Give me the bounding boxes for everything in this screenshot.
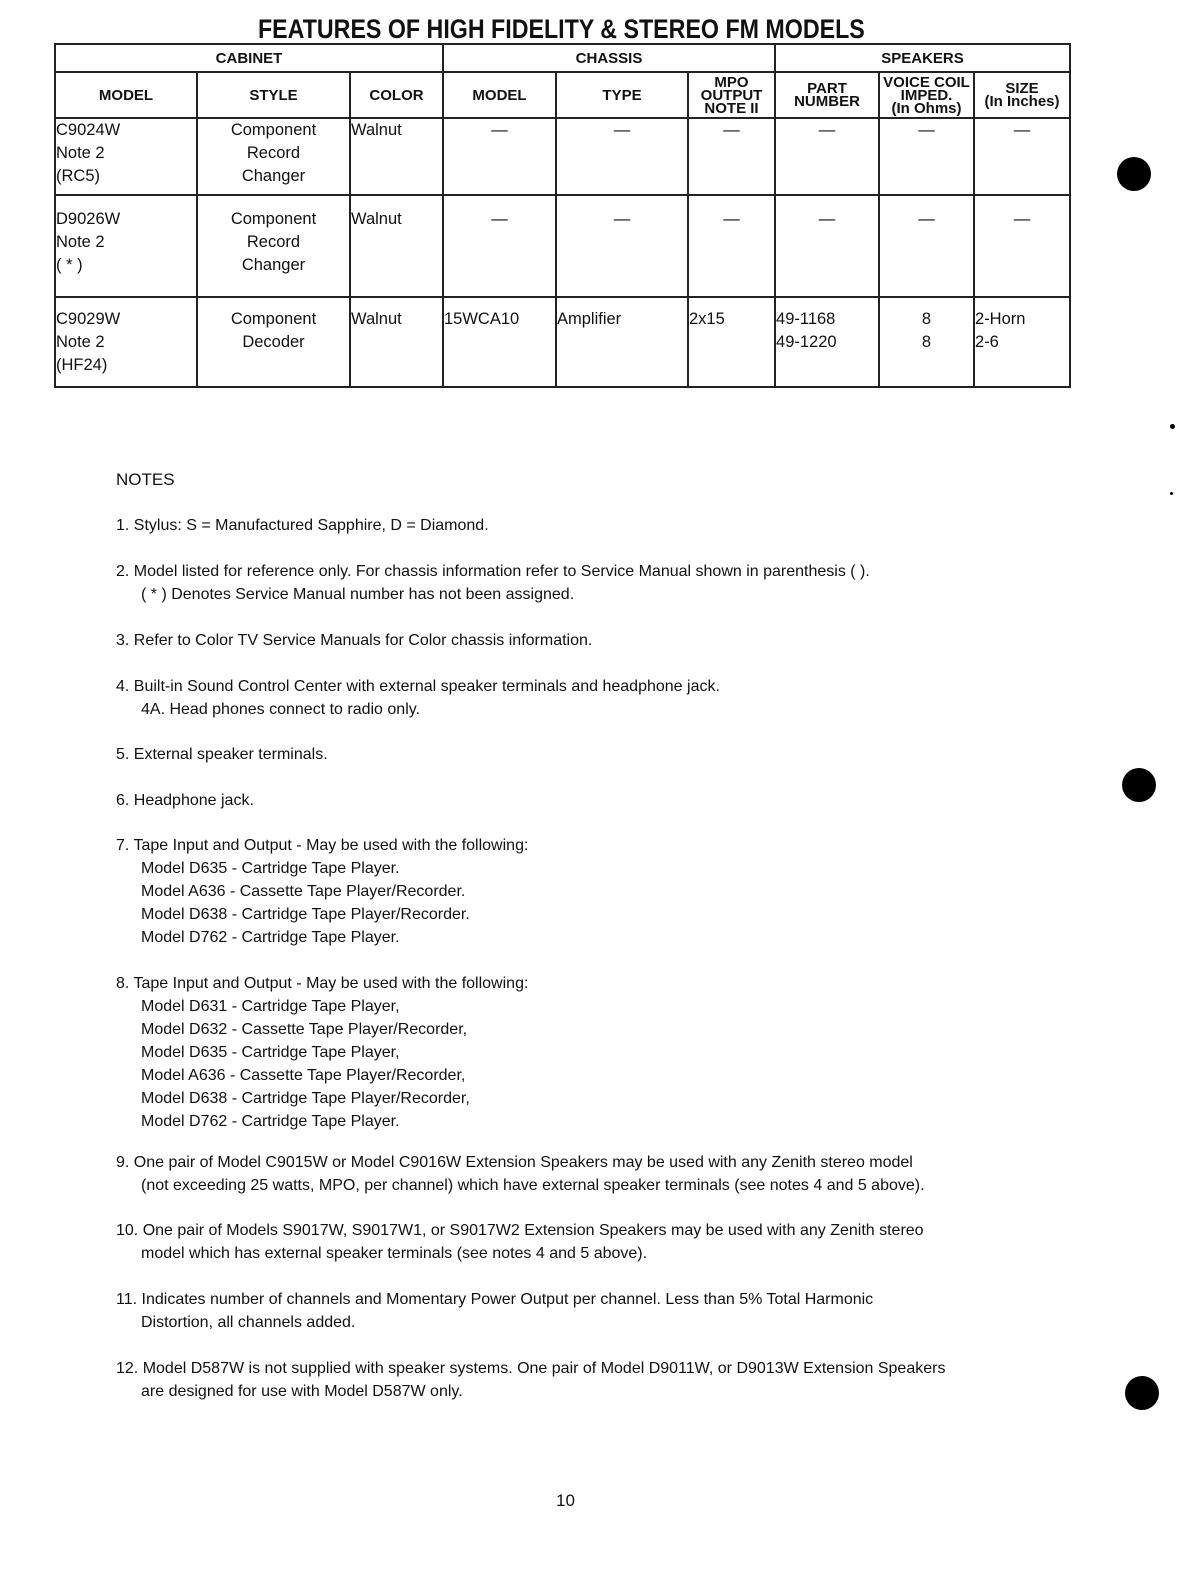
page-title: FEATURES OF HIGH FIDELITY & STEREO FM MODELS bbox=[258, 14, 865, 44]
note-text: ( * ) Denotes Service Manual number has not been assigned. bbox=[141, 586, 575, 603]
header-model: MODEL bbox=[55, 72, 197, 118]
note-number: 8. bbox=[116, 975, 130, 992]
header-size-line: (In Inches) bbox=[984, 93, 1060, 110]
note-item bbox=[116, 1357, 1016, 1403]
header-voice-line: VOICE COIL bbox=[883, 73, 970, 91]
cell-style bbox=[197, 297, 350, 387]
note-item bbox=[116, 1219, 1016, 1265]
model-line: C9029W bbox=[56, 310, 121, 328]
note-text: Distortion, all channels added. bbox=[141, 1314, 356, 1331]
header-mpo-line: NOTE II bbox=[704, 99, 759, 117]
note-text: Tape Input and Output - May be used with the following: bbox=[133, 837, 529, 854]
note-text: Model D638 - Cartridge Tape Player/Recorder. bbox=[141, 906, 470, 923]
cell-mpo: 2x15 bbox=[688, 297, 775, 387]
note-text: One pair of Model C9015W or Model C9016W Extension Speakers may be used with any Zenith stereo model bbox=[133, 1154, 913, 1171]
group-header-cabinet: CABINET bbox=[55, 44, 443, 72]
note-item bbox=[116, 743, 1016, 766]
style-line: Changer bbox=[241, 256, 306, 274]
note-item bbox=[116, 972, 1016, 1133]
header-style: STYLE bbox=[197, 72, 350, 118]
cell-model bbox=[55, 195, 197, 297]
style-line: Decoder bbox=[242, 333, 305, 351]
model-line: C9024W bbox=[56, 121, 121, 139]
part-line: 49-1168 bbox=[776, 310, 836, 328]
note-number: 5. bbox=[116, 746, 130, 763]
note-text: Stylus: S = Manufactured Sapphire, D = Diamond. bbox=[133, 517, 489, 534]
cell-type: — bbox=[556, 118, 688, 195]
model-line: (RC5) bbox=[56, 167, 100, 185]
model-line: Note 2 bbox=[56, 333, 105, 351]
model-line: Note 2 bbox=[56, 144, 105, 162]
note-item bbox=[116, 675, 1016, 721]
punch-hole-icon bbox=[1122, 768, 1156, 802]
size-line: 2-Horn bbox=[975, 310, 1026, 328]
header-voice-line: IMPED. bbox=[900, 86, 953, 104]
header-mpo-line: MPO bbox=[714, 73, 749, 91]
header-voice-coil bbox=[879, 72, 974, 118]
note-text: Model D762 - Cartridge Tape Player. bbox=[141, 929, 400, 946]
note-text: 4A. Head phones connect to radio only. bbox=[141, 701, 420, 718]
style-line: Component bbox=[230, 210, 317, 228]
cell-voice bbox=[879, 297, 974, 387]
note-text: Refer to Color TV Service Manuals for Color chassis information. bbox=[133, 632, 593, 649]
size-line: 2-6 bbox=[975, 333, 999, 351]
note-number: 7. bbox=[116, 837, 130, 854]
header-part-line: PART bbox=[807, 80, 847, 97]
cell-color: Walnut bbox=[350, 297, 443, 387]
note-text: Model D632 - Cassette Tape Player/Recorder, bbox=[141, 1021, 468, 1038]
cell-model bbox=[55, 297, 197, 387]
note-item bbox=[116, 789, 1016, 812]
page-number: 10 bbox=[556, 1491, 575, 1510]
cell-size: — bbox=[974, 118, 1070, 195]
note-text: Built-in Sound Control Center with external speaker terminals and headphone jack. bbox=[133, 678, 720, 695]
header-mpo-line: OUTPUT bbox=[700, 86, 763, 104]
model-line: (HF24) bbox=[56, 356, 108, 374]
note-text: Tape Input and Output - May be used with the following: bbox=[133, 975, 529, 992]
speck-icon bbox=[1170, 492, 1173, 495]
note-number: 10. bbox=[116, 1222, 139, 1239]
voice-line: 8 bbox=[921, 310, 932, 328]
cell-part: — bbox=[775, 118, 879, 195]
header-part-number bbox=[775, 72, 879, 118]
cell-part bbox=[775, 297, 879, 387]
style-line: Record bbox=[246, 144, 301, 162]
header-type: TYPE bbox=[556, 72, 688, 118]
style-line: Changer bbox=[241, 167, 306, 185]
note-text: model which has external speaker terminals (see notes 4 and 5 above). bbox=[141, 1245, 648, 1262]
note-number: 11. bbox=[116, 1291, 138, 1308]
header-color: COLOR bbox=[350, 72, 443, 118]
note-text: are designed for use with Model D587W only. bbox=[141, 1383, 463, 1400]
punch-hole-icon bbox=[1125, 1376, 1159, 1410]
table-row bbox=[55, 297, 1070, 387]
cell-chassis-model: 15WCA10 bbox=[443, 297, 556, 387]
note-item bbox=[116, 1288, 1016, 1334]
cell-voice: — bbox=[879, 118, 974, 195]
note-text: (not exceeding 25 watts, MPO, per channel) which have external speaker terminals (see notes 4 and 5 above). bbox=[141, 1177, 925, 1194]
note-text: Model A636 - Cassette Tape Player/Recorder, bbox=[141, 1067, 466, 1084]
cell-color: Walnut bbox=[350, 195, 443, 297]
note-text: Model D762 - Cartridge Tape Player. bbox=[141, 1113, 400, 1130]
note-text: Model A636 - Cassette Tape Player/Recorder. bbox=[141, 883, 466, 900]
features-table bbox=[54, 43, 1071, 388]
header-chassis-model: MODEL bbox=[443, 72, 556, 118]
cell-chassis-model: — bbox=[443, 195, 556, 297]
cell-mpo: — bbox=[688, 195, 775, 297]
note-number: 3. bbox=[116, 632, 130, 649]
cell-style bbox=[197, 118, 350, 195]
cell-size: — bbox=[974, 195, 1070, 297]
cell-voice: — bbox=[879, 195, 974, 297]
note-text: Model D638 - Cartridge Tape Player/Recorder, bbox=[141, 1090, 470, 1107]
note-text: Model D635 - Cartridge Tape Player, bbox=[141, 1044, 400, 1061]
cell-style bbox=[197, 195, 350, 297]
table-row bbox=[55, 118, 1070, 195]
note-item bbox=[116, 514, 1016, 537]
model-line: ( * ) bbox=[56, 256, 83, 274]
style-line: Component bbox=[230, 310, 317, 328]
note-number: 9. bbox=[116, 1154, 130, 1171]
note-item bbox=[116, 629, 1016, 652]
note-number: 4. bbox=[116, 678, 130, 695]
header-voice-line: (In Ohms) bbox=[891, 99, 962, 117]
note-number: 6. bbox=[116, 792, 130, 809]
note-text: Model D635 - Cartridge Tape Player. bbox=[141, 860, 400, 877]
style-line: Record bbox=[246, 233, 301, 251]
header-mpo-output bbox=[688, 72, 775, 118]
cell-size bbox=[974, 297, 1070, 387]
cell-mpo: — bbox=[688, 118, 775, 195]
speck-icon bbox=[1170, 424, 1175, 429]
model-line: Note 2 bbox=[56, 233, 105, 251]
model-line: D9026W bbox=[56, 210, 121, 228]
note-text: Model D587W is not supplied with speaker systems. One pair of Model D9011W, or D9013W Extension Speakers bbox=[142, 1360, 946, 1377]
note-number: 2. bbox=[116, 563, 130, 580]
cell-part: — bbox=[775, 195, 879, 297]
part-line: 49-1220 bbox=[776, 333, 837, 351]
cell-type: Amplifier bbox=[556, 297, 688, 387]
note-item bbox=[116, 834, 1016, 949]
group-header-chassis: CHASSIS bbox=[443, 44, 775, 72]
note-text: One pair of Models S9017W, S9017W1, or S9017W2 Extension Speakers may be used with any Zenith stereo bbox=[142, 1222, 924, 1239]
cell-model bbox=[55, 118, 197, 195]
cell-chassis-model: — bbox=[443, 118, 556, 195]
note-item bbox=[116, 1151, 1016, 1197]
table-row bbox=[55, 195, 1070, 297]
header-part-line: NUMBER bbox=[794, 93, 860, 110]
note-text: Model listed for reference only. For chassis information refer to Service Manual shown in parenthesis ( ). bbox=[133, 563, 870, 580]
group-header-speakers: SPEAKERS bbox=[775, 44, 1070, 72]
note-number: 1. bbox=[116, 517, 130, 534]
notes-heading: NOTES bbox=[116, 470, 175, 489]
note-number: 12. bbox=[116, 1360, 139, 1377]
voice-line: 8 bbox=[921, 333, 932, 351]
header-size bbox=[974, 72, 1070, 118]
header-size-line: SIZE bbox=[1005, 80, 1039, 97]
punch-hole-icon bbox=[1117, 157, 1151, 191]
note-text: Model D631 - Cartridge Tape Player, bbox=[141, 998, 400, 1015]
note-text: Headphone jack. bbox=[133, 792, 254, 809]
style-line: Component bbox=[230, 121, 317, 139]
note-text: Indicates number of channels and Momentary Power Output per channel. Less than 5% Total Harmonic bbox=[141, 1291, 874, 1308]
note-item bbox=[116, 560, 1016, 606]
cell-color: Walnut bbox=[350, 118, 443, 195]
cell-type: — bbox=[556, 195, 688, 297]
note-text: External speaker terminals. bbox=[133, 746, 328, 763]
